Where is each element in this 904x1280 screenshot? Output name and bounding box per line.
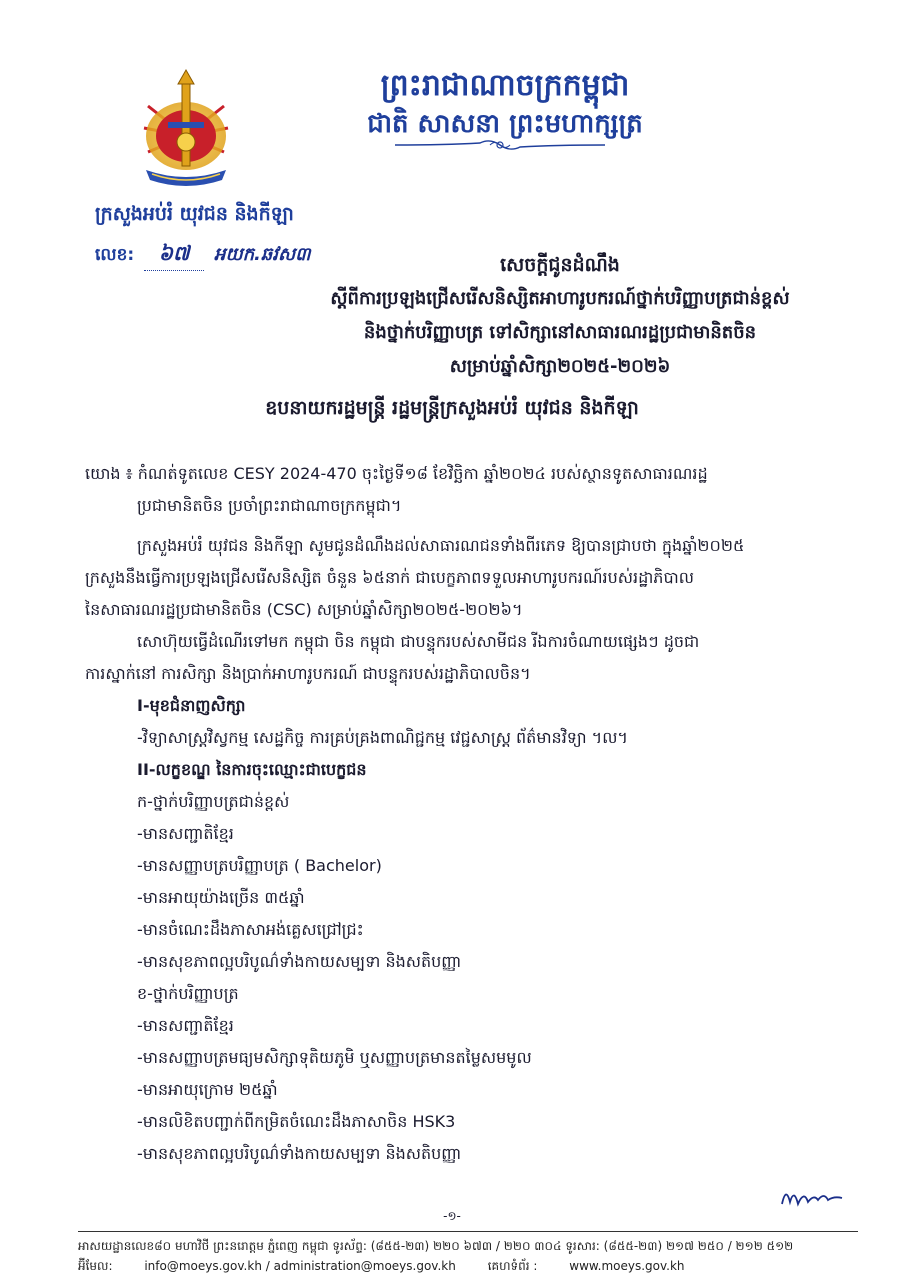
footer-divider [78,1231,858,1232]
list-item: -មានអាយុក្រោម ២៥ឆ្នាំ [137,1080,278,1099]
list-item: -មានចំណេះដឹងភាសាអង់គ្លេសជ្រៅជ្រះ [137,920,364,939]
list-item: -មានអាយុយ៉ាងច្រើន ៣៥ឆ្នាំ [137,888,305,907]
title-line-1: សេចក្ដីជូនដំណឹង [500,254,620,276]
list-item: -មានសញ្ជាតិខ្មែរ [137,1016,234,1035]
list-item: -មានសញ្ញាបត្របរិញ្ញាបត្រ ( Bachelor) [137,856,382,875]
footer [78,1236,858,1276]
ministry-name: ក្រសួងអប់រំ យុវជន និងកីឡា [95,203,294,225]
list-item: -មានសុខភាពល្អបរិបូណ៌ទាំងកាយសម្បទា និងសតិបញ្ញា [137,1144,462,1163]
para2-line-2: ការស្នាក់នៅ ការសិក្សា និងប្រាក់អាហារូបករណ៍ ជាបន្ទុករបស់រដ្ឋាភិបាលចិន។ [85,664,531,683]
reference-line-2: ប្រជាមានិតចិន ប្រចាំព្រះរាជាណាចក្រកម្ពុជា។ [137,496,402,515]
royal-coat-of-arms-icon [138,66,234,194]
page-number: -១- [443,1209,461,1223]
ref-code: អយក.ឆវស៣ [214,244,311,265]
para1-line-2: ក្រសួងនឹងធ្វើការប្រឡងជ្រើសរើសនិស្សិត ចំនួន ៦៥នាក់ ជាបេក្ខភាពទទួលអាហារូបករណ៍របស់រដ្ឋាភិបាល [85,568,694,587]
ref-number: ៦៧ [144,240,204,271]
title-line-3: និងថ្នាក់បរិញ្ញាបត្រ ទៅសិក្សានៅសាធារណរដ្ឋប្រជាមានិតចិន [363,322,757,343]
notice-title [250,248,870,384]
para1-line-1: ក្រសួងអប់រំ យុវជន និងកីឡា សូមជូនដំណឹងដល់សាធារណជនទាំងពីរភេទ ឱ្យបានជ្រាបថា ក្នុងឆ្នាំ២០២៥ [137,536,745,555]
sub-a-title: ក-ថ្នាក់បរិញ្ញាបត្រជាន់ខ្ពស់ [137,792,290,811]
list-item: -មានសញ្ញាបត្រមធ្យមសិក្សាទុតិយភូមិ ឬសញ្ញាបត្រមានតម្លៃសមមូល [137,1048,532,1067]
notice-body [85,458,845,1170]
website-label: គេហទំព័រ : [487,1259,538,1273]
para2-line-1: សោហ៊ុយធ្វើដំណើរទៅមក កម្ពុជា ចិន កម្ពុជា ជាបន្ទុករបស់សាមីជន រីឯការចំណាយផ្សេងៗ ដូចជា [137,632,700,651]
list-item: -មានលិខិតបញ្ជាក់ពីកម្រិតចំណេះដឹងភាសាចិន HSK3 [137,1112,456,1131]
ref-label: លេខ: [95,245,135,265]
para1-line-3: នៃសាធារណរដ្ឋប្រជាមានិតចិន (CSC) សម្រាប់ឆ្នាំសិក្សា២០២៥-២០២៦។ [85,600,523,619]
sub-b-title: ខ-ថ្នាក់បរិញ្ញាបត្រ [137,984,239,1003]
email-link[interactable]: info@moeys.gov.kh / administration@moeys.gov.kh [144,1259,456,1273]
reference-line-1: យោង ៖ កំណត់ទូតលេខ CESY 2024-470 ចុះថ្ងៃទី១៨ ខែវិច្ឆិកា ឆ្នាំ២០២៤ របស់ស្ថានទូតសាធារណរដ្ឋ [85,464,708,483]
list-item: -មានសុខភាពល្អបរិបូណ៌ទាំងកាយសម្បទា និងសតិបញ្ញា [137,952,462,971]
ornament-divider-icon [395,136,605,154]
title-line-4: សម្រាប់ឆ្នាំសិក្សា២០២៥-២០២៦ [449,356,671,377]
website-link[interactable]: www.moeys.gov.kh [569,1259,685,1273]
title-line-2: ស្ដីពីការប្រឡងជ្រើសរើសនិស្សិតអាហារូបករណ៍ថ្នាក់បរិញ្ញាបត្រជាន់ខ្ពស់ [330,288,790,309]
kingdom-title: ព្រះរាជាណាចក្រកម្ពុជា [380,68,630,103]
email-label: អ៊ីមែល: [78,1259,113,1273]
kingdom-header [320,66,690,142]
footer-contact [78,1256,858,1276]
minister-heading: ឧបនាយករដ្ឋមន្ត្រី រដ្ឋមន្ត្រីក្រសួងអប់រំ យុវជន និងកីឡា [265,397,639,419]
national-motto: ជាតិ សាសនា ព្រះមហាក្សត្រ [367,109,643,139]
list-item: -មានសញ្ជាតិខ្មែរ [137,824,234,843]
section-2-title: II-លក្ខខណ្ឌ នៃការចុះឈ្មោះជាបេក្ខជន [137,760,367,779]
section-1-title: I-មុខជំនាញសិក្សា [137,696,246,715]
footer-address: អាសយដ្ឋានលេខ៨០ មហាវិថី ព្រះនរោត្តម ភ្នំពេញ កម្ពុជា ទូរស័ព្ទ: (៨៥៥-២៣) ២២០ ៦៧៣ / ២២០ ៣០៤ ទូរសារ: (៨៥៥-២៣) ២១៧ ២៥០ / ២១២ ៥១២ [78,1239,794,1253]
section-1-item: -វិទ្យាសាស្ត្រវិស្វកម្ម សេដ្ឋកិច្ច ការគ្រប់គ្រងពាណិជ្ជកម្ម វេជ្ជសាស្ត្រ ព័ត៌មានវិទ្យា ។ល។ [137,728,628,747]
